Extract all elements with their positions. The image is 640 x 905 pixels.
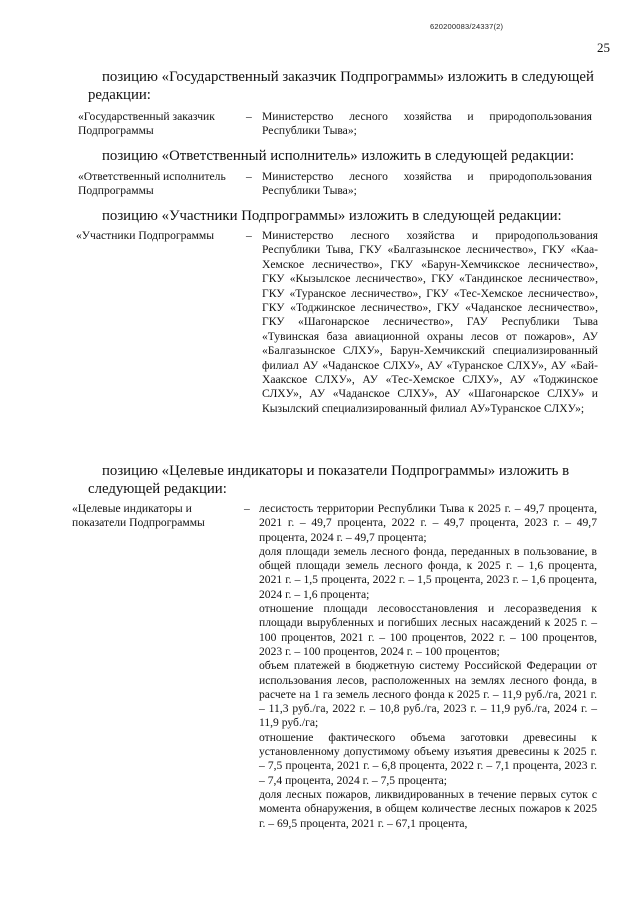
dash-indikatory: – xyxy=(244,502,250,515)
label-uchastniki: «Участники Подпрограммы xyxy=(76,229,215,242)
row-zakazchik xyxy=(78,110,608,140)
indicator-item: отношение площади лесовосстановления и лесоразведения к площади вырубленных и погибших лесных насаждений к 2025 г. – 100 процентов, 2021 г. – 100 процентов, 2022 г. – 100 процентов, 2023 г. – 100 процентов, 2024 г. – 100 процентов; xyxy=(259,602,597,658)
indicator-item: доля лесных пожаров, ликвидированных в течение первых суток с момента обнаружения, в общем количестве лесных пожаров к 2025 г. – 69,5 процента, 2021 г. – 67,1 процента, xyxy=(259,787,597,830)
indicator-item: объем платежей в бюджетную систему Российской Федерации от использования лесов, расположенных на землях лесного фонда, в расчете на 1 га земель лесного фонда к 2025 г. – 11,9 руб./га, 2021 г. – 11,3 руб./га, 2022 г. – 10,8 руб./га, 2023 г. – 11,9 руб./га, 2024 г. – 11,9 руб./га; xyxy=(259,659,597,730)
dash-ispolnitel: – xyxy=(246,170,252,183)
indicator-item: доля площади земель лесного фонда, переданных в пользование, в общей площади земель лесного фонда, к 2025 г. – 1,6 процента, 2021 г. – 1,5 процента, 2022 г. – 1,5 процента, 2023 г. – 1,6 процента, 2024 г. – 1,6 процента; xyxy=(259,544,597,601)
dash-uchastniki: – xyxy=(246,229,252,242)
label-indikatory: «Целевые индикаторы и показатели Подпрограммы xyxy=(72,502,205,529)
value-zakazchik: Министерство лесного хозяйства и природопользования Республики Тыва»; xyxy=(262,110,592,137)
label-ispolnitel: «Ответственный исполнитель Подпрограммы xyxy=(78,170,226,197)
label-zakazchik: «Государственный заказчик Подпрограммы xyxy=(78,110,215,137)
intro-indikatory: позицию «Целевые индикаторы и показатели Подпрограммы» изложить в следующей редакции: xyxy=(88,463,570,497)
value-uchastniki: Министерство лесного хозяйства и природопользования Республики Тыва, ГКУ «Балгазынское лесничество», ГКУ «Каа-Хемское лесничество», ГКУ «Барун-Хемчикское лесничество», ГКУ «Кызылское лесничество», ГКУ «Тандинское лесничество», ГКУ «Туранское лесничество», ГКУ «Тес-Хемское лесничество», ГКУ «Тоджинское лесничество», ГКУ «Чаданское лесничество», ГКУ «Шагонарское лесничество», ГАУ Республики Тыва «Тувинская база авиационной охраны лесов от пожаров», АУ «Балгазынское СЛХУ», Барун-Хемчикский специализированный филиал АУ «Чаданское СЛХУ», АУ «Туранское СЛХУ», АУ «Бай-Хаакское СЛХУ», АУ «Тес-Хемское СЛХУ», АУ «Тоджинское СЛХУ», АУ «Чаданское СЛХУ», АУ «Шагонарское СЛХУ» и Кызылский специализированный филиал АУ»Туранское СЛХУ»; xyxy=(262,229,598,415)
value-ispolnitel: Министерство лесного хозяйства и природопользования Республики Тыва»; xyxy=(262,170,592,197)
intro-uchastniki: позицию «Участники Подпрограммы» изложить в следующей редакции: xyxy=(102,208,562,224)
indikatory-list xyxy=(259,502,597,831)
indicator-item: лесистость территории Республики Тыва к 2025 г. – 49,7 процента, 2021 г. – 49,7 процента, 2022 г. – 49,7 процента, 2023 г. – 49,7 процента, 2024 г. – 49,7 процента; xyxy=(259,502,597,544)
intro-zakazchik: позицию «Государственный заказчик Подпрограммы» изложить в следующей редакции: xyxy=(88,69,594,103)
dash-zakazchik: – xyxy=(246,110,252,123)
row-indikatory xyxy=(72,502,608,852)
page-number: 25 xyxy=(597,40,610,55)
indicator-item: отношение фактического объема заготовки древесины к установленному допустимому объему изъятия древесины к 2025 г. – 7,5 процента, 2021 г. – 6,8 процента, 2022 г. – 7,1 процента, 2023 г. – 7,4 процента, 2024 г. – 7,5 процента; xyxy=(259,730,597,787)
row-uchastniki xyxy=(76,229,608,459)
row-ispolnitel xyxy=(78,170,608,200)
document-id: 620200083/24337(2) xyxy=(430,22,504,31)
intro-ispolnitel: позицию «Ответственный исполнитель» изложить в следующей редакции: xyxy=(102,148,575,164)
